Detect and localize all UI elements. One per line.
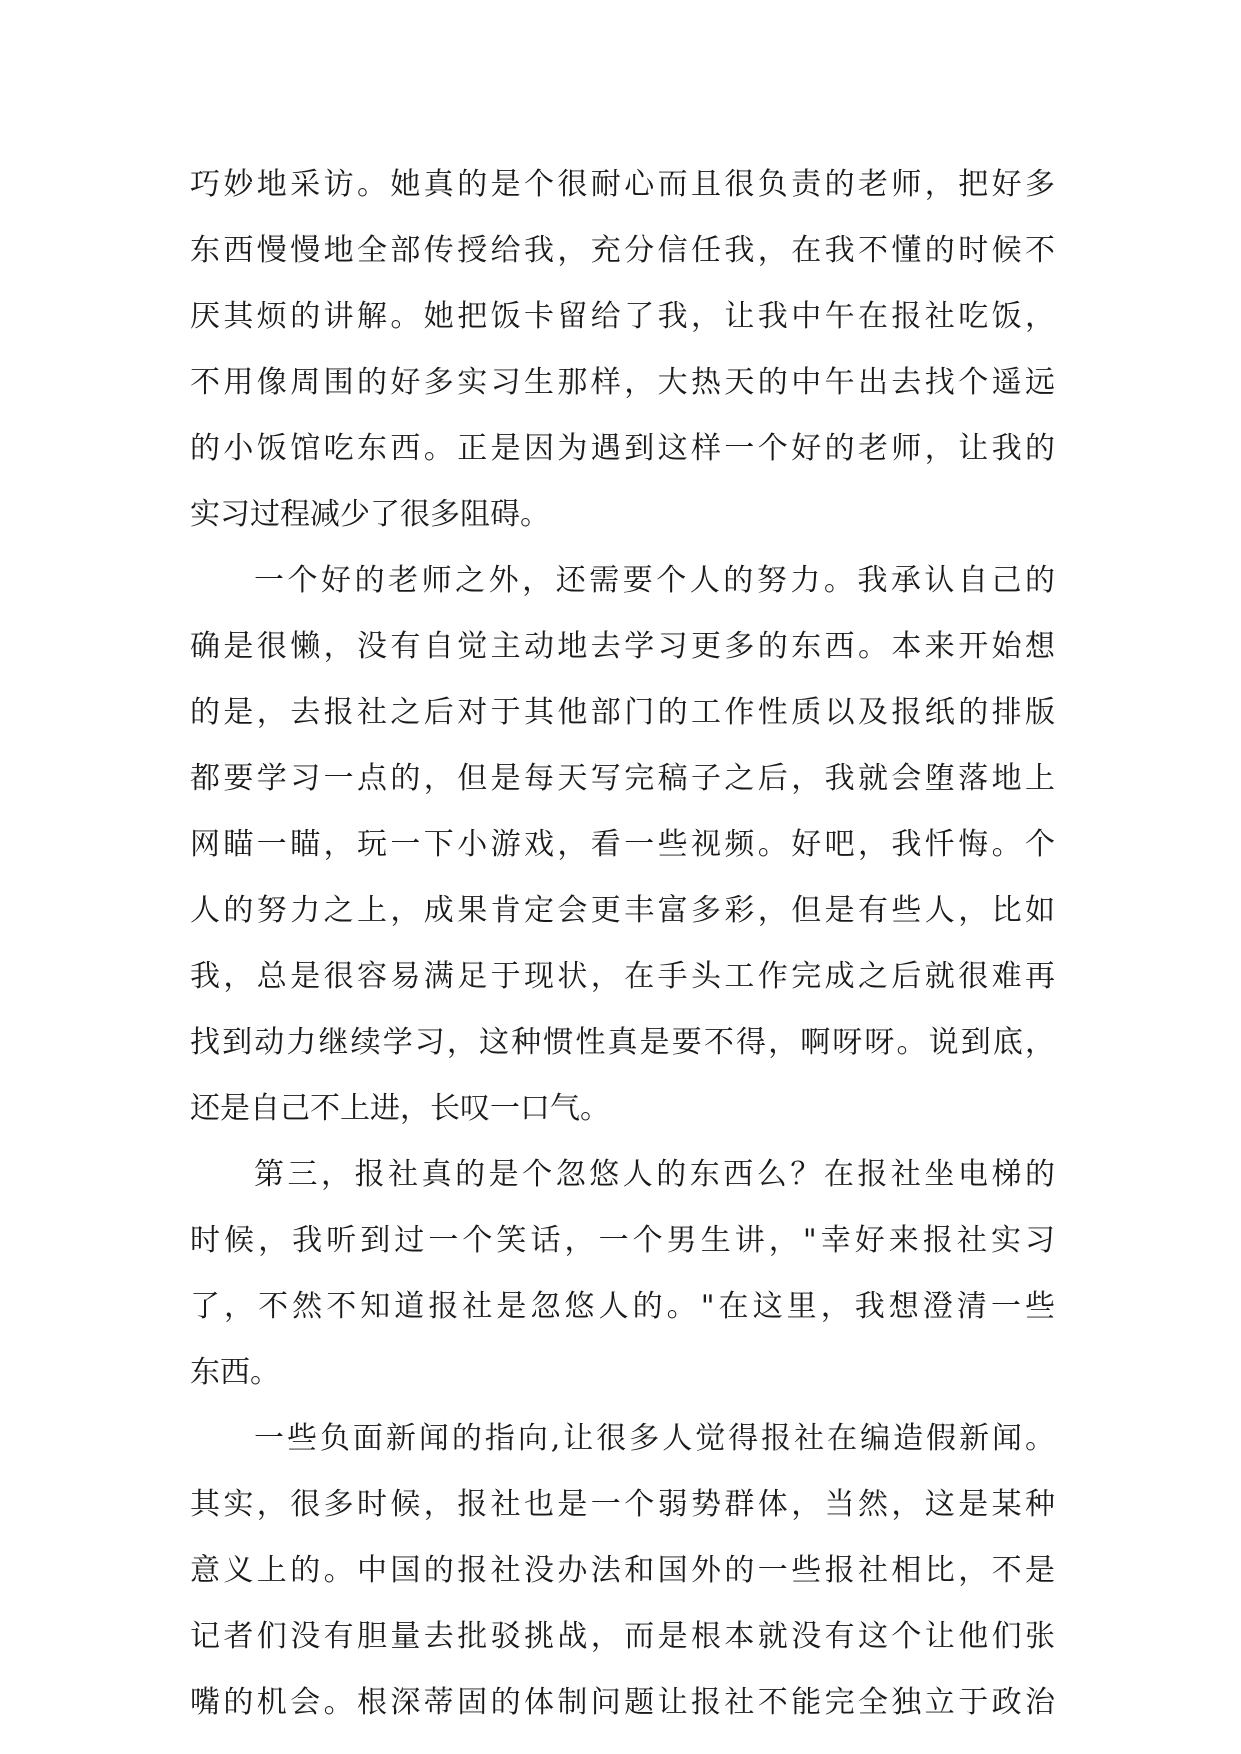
text-line: 嘴的机会。根深蒂固的体制问题让报社不能完全独立于政治 (190, 1685, 1055, 1720)
text-line: 一些负面新闻的指向,让很多人觉得报社在编造假新闻。 (254, 1421, 1055, 1456)
text-line: 人的努力之上，成果肯定会更丰富多彩，但是有些人，比如 (190, 893, 1055, 928)
text-line: 确是很懒，没有自觉主动地去学习更多的东西。本来开始想 (190, 629, 1055, 664)
paragraph-2 (190, 548, 1055, 1142)
text-line: 东西。 (190, 1355, 280, 1390)
text-line: 时候，我听到过一个笑话，一个男生讲，"幸好来报社实习 (190, 1223, 1055, 1258)
text-line: 了，不然不知道报社是忽悠人的。"在这里，我想澄清一些 (190, 1289, 1055, 1324)
paragraph-1 (190, 152, 1055, 548)
paragraph-3 (190, 1142, 1055, 1406)
text-line: 第三，报社真的是个忽悠人的东西么？在报社坐电梯的 (254, 1157, 1055, 1192)
text-line: 巧妙地采访。她真的是个很耐心而且很负责的老师，把好多 (190, 167, 1055, 202)
text-line: 的是，去报社之后对于其他部门的工作性质以及报纸的排版 (190, 695, 1055, 730)
text-line: 网瞄一瞄，玩一下小游戏，看一些视频。好吧，我忏悔。个 (190, 827, 1055, 862)
text-line: 记者们没有胆量去批驳挑战，而是根本就没有这个让他们张 (190, 1619, 1055, 1654)
text-line: 还是自己不上进，长叹一口气。 (190, 1091, 610, 1126)
paragraph-4 (190, 1406, 1055, 1736)
text-line: 东西慢慢地全部传授给我，充分信任我，在我不懂的时候不 (190, 233, 1055, 268)
document-body (190, 152, 1055, 1736)
text-line: 实习过程减少了很多阻碍。 (190, 497, 550, 532)
text-line: 一个好的老师之外，还需要个人的努力。我承认自己的 (254, 563, 1055, 598)
text-line: 我，总是很容易满足于现状，在手头工作完成之后就很难再 (190, 959, 1055, 994)
text-line: 厌其烦的讲解。她把饭卡留给了我，让我中午在报社吃饭， (190, 299, 1055, 334)
text-line: 找到动力继续学习，这种惯性真是要不得，啊呀呀。说到底， (190, 1025, 1055, 1060)
text-line: 的小饭馆吃东西。正是因为遇到这样一个好的老师，让我的 (190, 431, 1055, 466)
text-line: 都要学习一点的，但是每天写完稿子之后，我就会堕落地上 (190, 761, 1055, 796)
text-line: 其实，很多时候，报社也是一个弱势群体，当然，这是某种 (190, 1487, 1055, 1522)
text-line: 不用像周围的好多实习生那样，大热天的中午出去找个遥远 (190, 365, 1055, 400)
text-line: 意义上的。中国的报社没办法和国外的一些报社相比，不是 (190, 1553, 1055, 1588)
